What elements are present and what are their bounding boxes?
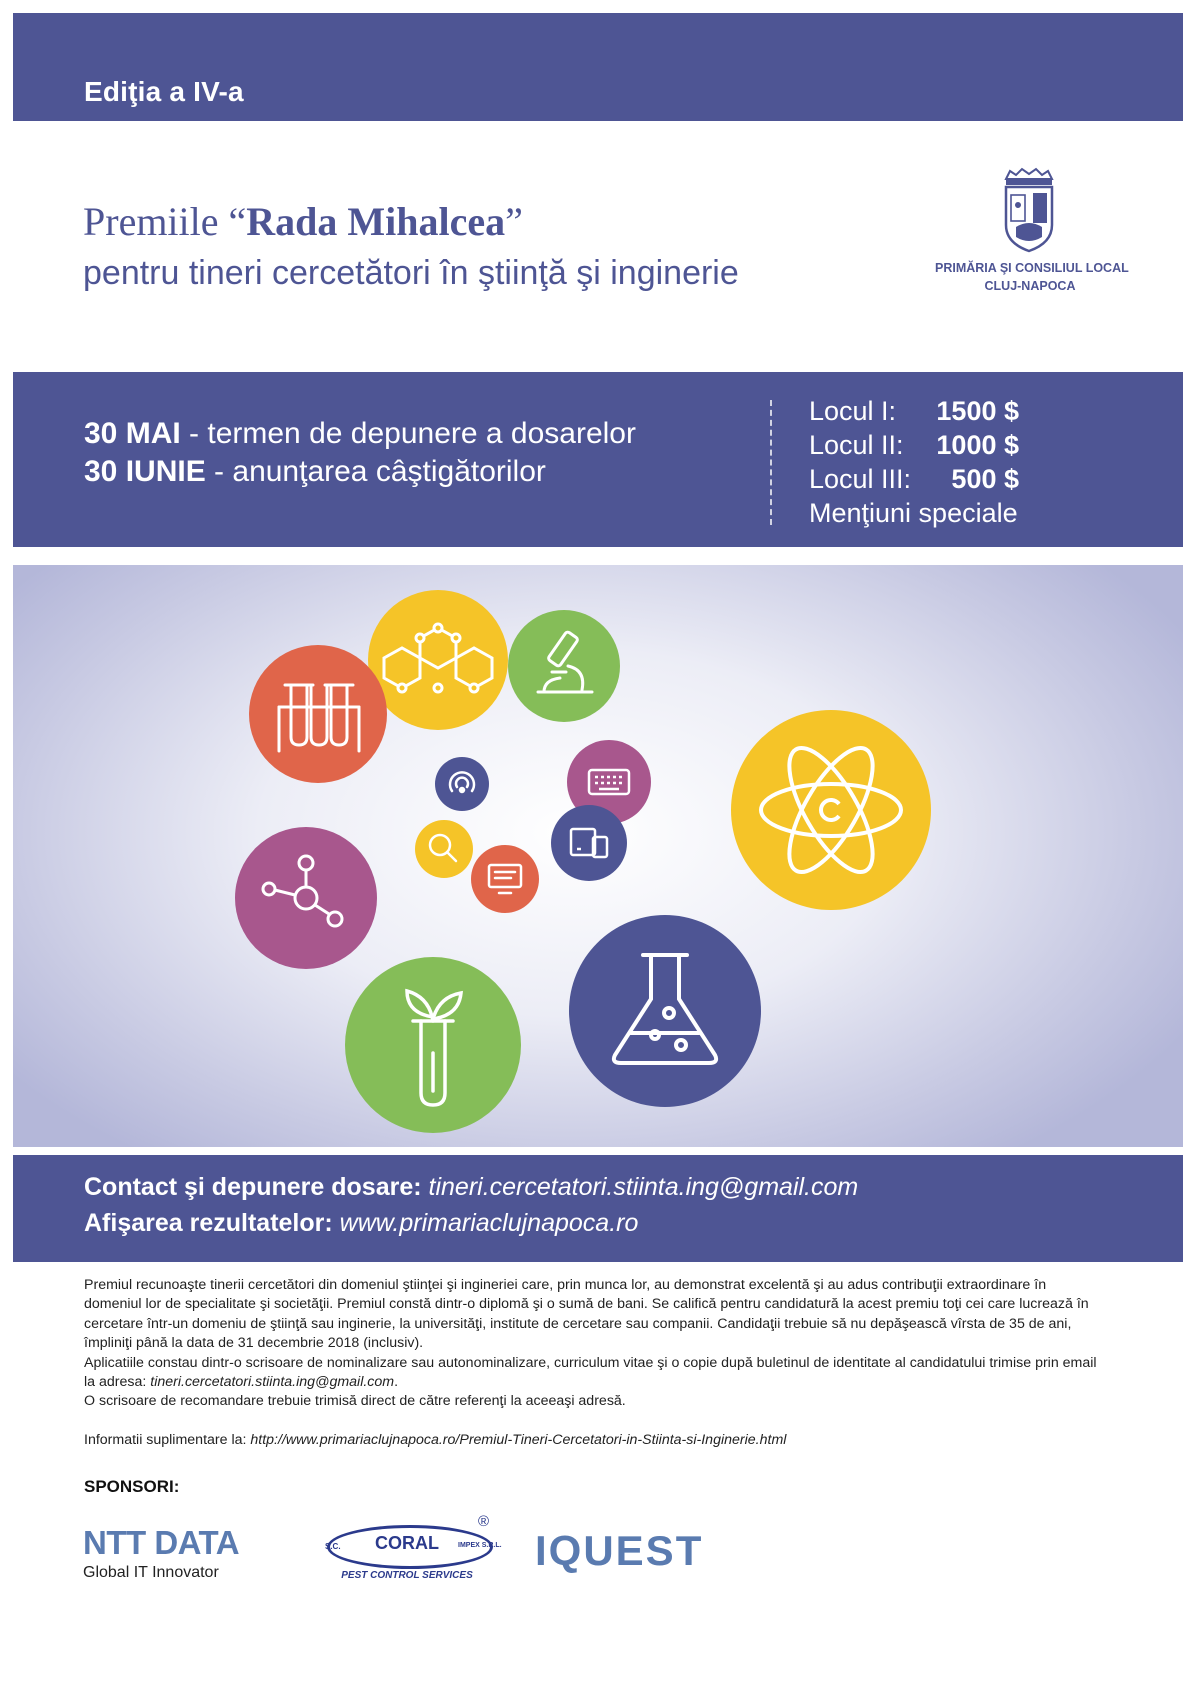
more-info-url[interactable]: http://www.primariaclujnapoca.ro/Premiul-Tineri-Cercetatori-in-Stiinta-si-Inginerie.html bbox=[250, 1431, 787, 1448]
dashed-divider bbox=[770, 400, 772, 525]
page-title bbox=[83, 198, 523, 245]
deadline-text: - anunţarea câştigătorilor bbox=[205, 455, 546, 488]
coral-impex: IMPEX S.R.L. bbox=[458, 1542, 502, 1549]
description bbox=[84, 1276, 1104, 1450]
registered-mark: ® bbox=[478, 1513, 490, 1530]
crest-icon bbox=[1000, 165, 1058, 255]
prize-amount: 1000 $ bbox=[936, 430, 1019, 460]
coral-sc: S.C. bbox=[325, 1542, 341, 1551]
logo-line-2: CLUJ-NAPOCA bbox=[984, 279, 1076, 293]
coral-logo bbox=[322, 1513, 502, 1588]
deadline-submission bbox=[84, 417, 636, 451]
deadline-text: - termen de depunere a dosarelor bbox=[180, 417, 636, 450]
page-subtitle: pentru tineri cercetători în ştiinţă şi inginerie bbox=[83, 254, 739, 292]
ntt-data-tagline: Global IT Innovator bbox=[83, 1564, 219, 1581]
title-prefix: Premiile “ bbox=[83, 199, 247, 244]
prize-amount: 500 $ bbox=[951, 464, 1019, 494]
edition-label: Ediţia a IV-a bbox=[84, 76, 244, 107]
magnifier-icon bbox=[415, 820, 473, 878]
monitor-list-icon bbox=[471, 845, 539, 913]
title-suffix: ” bbox=[505, 199, 523, 244]
application-paragraph bbox=[84, 1354, 1104, 1393]
prize-amount: 1500 $ bbox=[936, 396, 1019, 426]
coral-tagline: PEST CONTROL SERVICES bbox=[341, 1570, 473, 1581]
results-label: Afişarea rezultatelor: bbox=[84, 1209, 333, 1237]
results-line bbox=[84, 1209, 638, 1238]
deadline-date: 30 IUNIE bbox=[84, 455, 206, 488]
more-info-label: Informatii suplimentare la: bbox=[84, 1431, 251, 1448]
dates-band bbox=[13, 372, 1183, 547]
logo-line-1: PRIMĂRIA ŞI CONSILIUL LOCAL bbox=[935, 261, 1129, 275]
title-name: Rada Mihalcea bbox=[246, 199, 506, 244]
wifi-signal-icon bbox=[435, 757, 489, 811]
prize-second bbox=[809, 430, 1019, 461]
prize-label: Locul I: bbox=[809, 396, 897, 426]
molecule-hexagon-icon bbox=[368, 590, 508, 730]
molecule-icon bbox=[235, 827, 377, 969]
description-paragraph: Premiul recunoaşte tinerii cercetători din domeniul ştiinţei şi ingineriei care, prin munca lor, au demonstrat excelentă şi au adus contribuţii extraordinare în domeniul lor de specialitate şi societăţii. Premiul constă dintr-o diplomă şi o sumă de bani. Se califică pentru candidatură la acest premiu toţi cei care lucrează în cercetare într-un domeniu de ştiinţă sau inginerie, la universităţi, institute de cercetare sau companii. Candidaţii trebuie să nu depăşească vîrsta de 35 de ani, împliniţi până la data de 31 decembrie 2018 (inclusiv). bbox=[84, 1277, 1089, 1352]
microscope-icon bbox=[508, 610, 620, 722]
prize-label: Menţiuni speciale bbox=[809, 498, 1018, 528]
prize-special bbox=[809, 498, 1018, 529]
contact-email-line bbox=[84, 1173, 858, 1202]
devices-icon bbox=[551, 805, 627, 881]
prize-label: Locul III: bbox=[809, 464, 912, 494]
application-end: . bbox=[394, 1374, 399, 1391]
ntt-data-name: NTT DATA bbox=[83, 1524, 240, 1561]
contact-email[interactable]: tineri.cercetatori.stiinta.ing@gmail.com bbox=[421, 1173, 859, 1201]
atom-icon bbox=[731, 710, 931, 910]
coral-name: CORAL bbox=[375, 1533, 439, 1553]
more-info-line bbox=[84, 1431, 1104, 1450]
iquest-logo: IQUEST bbox=[535, 1527, 704, 1574]
flask-icon bbox=[569, 915, 761, 1107]
sponsors-heading: SPONSORI: bbox=[84, 1477, 180, 1496]
deadline-date: 30 MAI bbox=[84, 417, 181, 450]
ntt-data-logo bbox=[83, 1525, 239, 1582]
results-url[interactable]: www.primariaclujnapoca.ro bbox=[332, 1209, 639, 1237]
test-tubes-icon bbox=[249, 645, 387, 783]
application-email[interactable]: tineri.cercetatori.stiinta.ing@gmail.com bbox=[150, 1374, 395, 1391]
prize-label: Locul II: bbox=[809, 430, 904, 460]
contact-label: Contact şi depunere dosare: bbox=[84, 1173, 422, 1201]
prize-third bbox=[809, 464, 1019, 495]
plant-test-tube-icon bbox=[345, 957, 521, 1133]
contact-band bbox=[13, 1155, 1183, 1262]
recommendation-paragraph: O scrisoare de recomandare trebuie trimisă direct de către referenţi la aceeaşi adresă. bbox=[84, 1393, 626, 1410]
application-text: Aplicatiile constau dintr-o scrisoare de nominalizare sau autonominalizare, curriculum vitae şi o copie după buletinul de identitate al candidatului trimise prin email la adresa: bbox=[84, 1354, 1097, 1391]
city-hall-logo bbox=[935, 165, 1129, 300]
edition-band bbox=[13, 13, 1183, 121]
science-illustration bbox=[13, 565, 1183, 1147]
prize-first bbox=[809, 396, 1019, 427]
deadline-announcement bbox=[84, 455, 546, 489]
